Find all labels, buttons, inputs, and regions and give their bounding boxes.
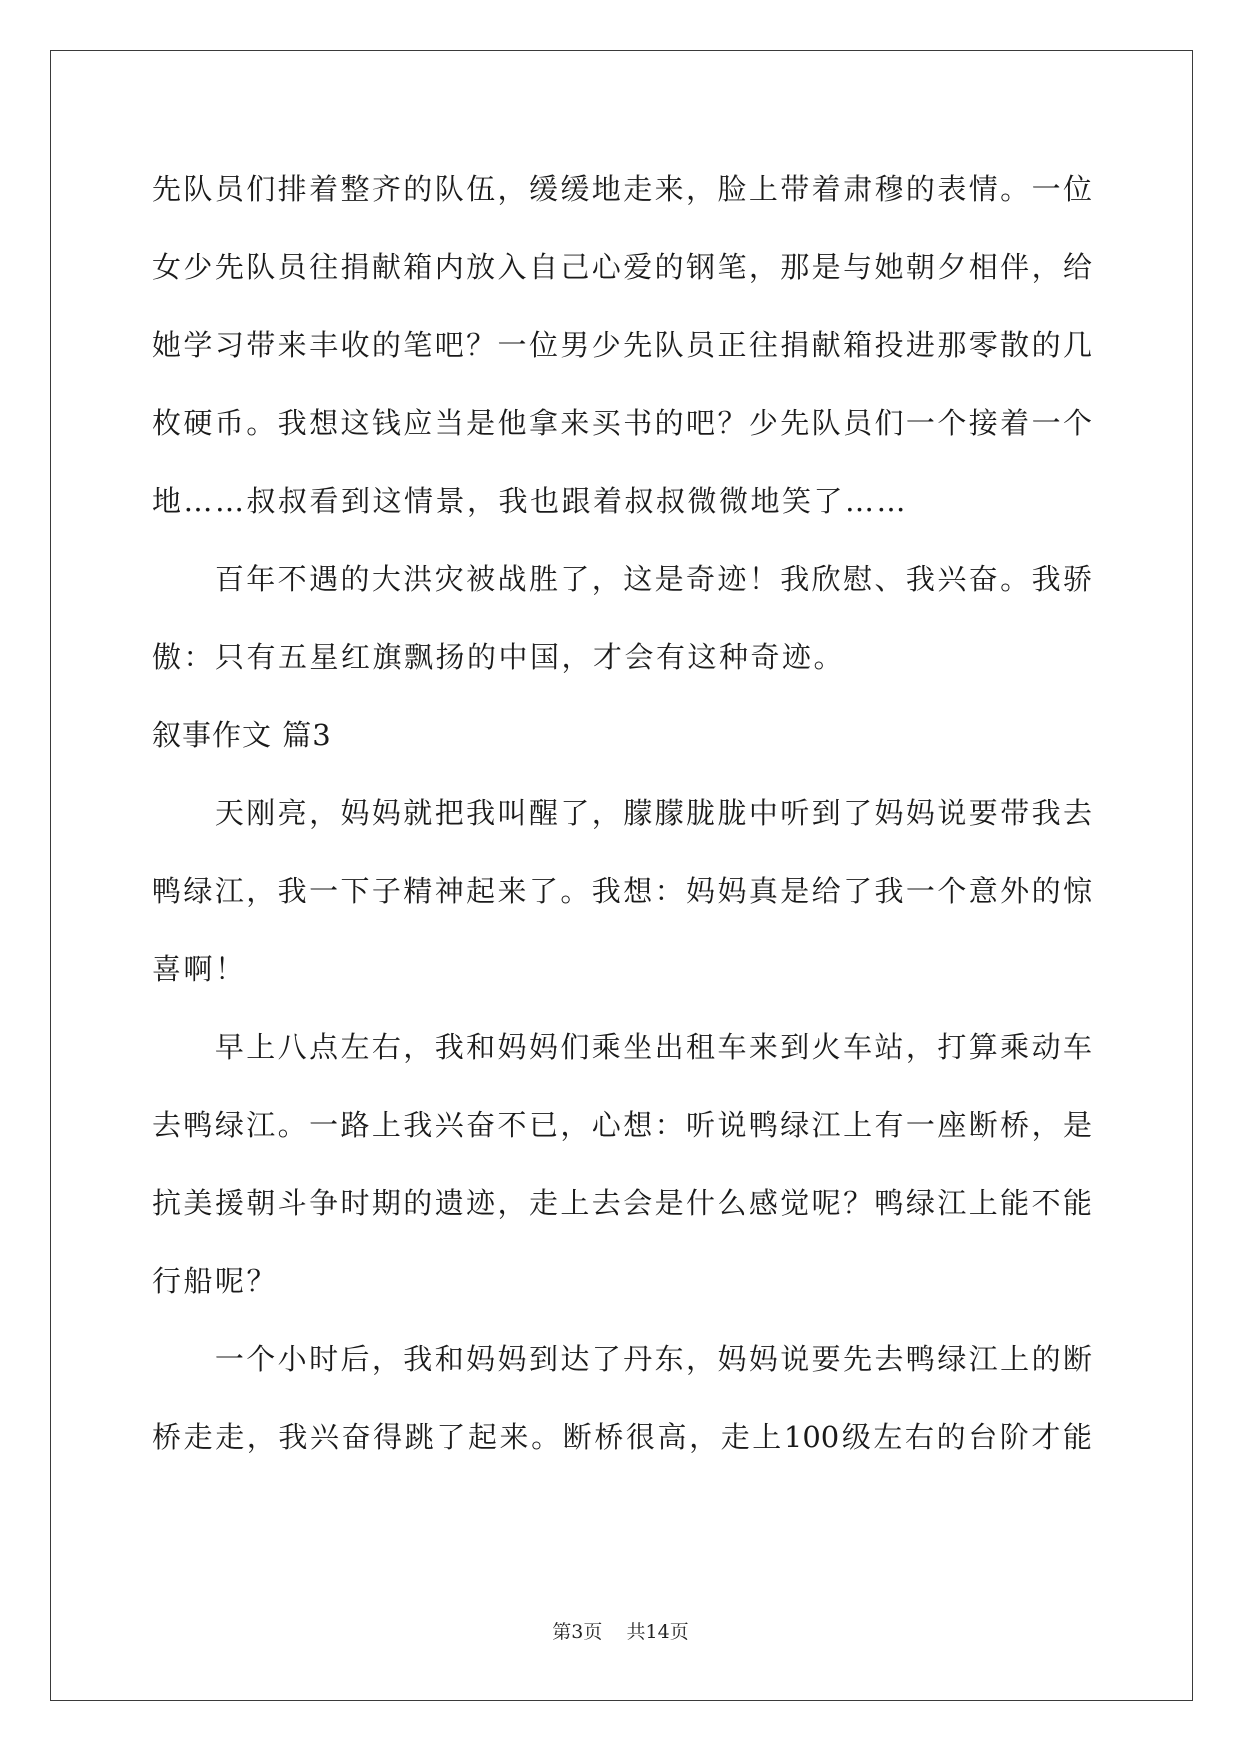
text-line: 她学习带来丰收的笔吧？一位男少先队员正往捐献箱投进那零散的几: [152, 328, 1092, 362]
page-footer: [0, 1620, 1241, 1644]
page-number: 第3页: [552, 1621, 603, 1643]
paragraph-start-line: 天刚亮，妈妈就把我叫醒了，朦朦胧胧中听到了妈妈说要带我去: [152, 796, 1092, 830]
text-line: 去鸭绿江。一路上我兴奋不已，心想：听说鸭绿江上有一座断桥，是: [152, 1108, 1092, 1142]
paragraph-start-line: 一个小时后，我和妈妈到达了丹东，妈妈说要先去鸭绿江上的断: [152, 1342, 1092, 1376]
text-line: 抗美援朝斗争时期的遗迹，走上去会是什么感觉呢？鸭绿江上能不能: [152, 1186, 1092, 1220]
text-line: 枚硬币。我想这钱应当是他拿来买书的吧？少先队员们一个接着一个: [152, 406, 1092, 440]
text-line: 鸭绿江，我一下子精神起来了。我想：妈妈真是给了我一个意外的惊: [152, 874, 1092, 908]
text-line: 先队员们排着整齐的队伍，缓缓地走来，脸上带着肃穆的表情。一位: [152, 172, 1092, 206]
text-line: 女少先队员往捐献箱内放入自己心爱的钢笔，那是与她朝夕相伴，给: [152, 250, 1092, 284]
paragraph-start-line: 早上八点左右，我和妈妈们乘坐出租车来到火车站，打算乘动车: [152, 1030, 1092, 1064]
page-total: 共14页: [626, 1621, 689, 1643]
section-heading: 叙事作文 篇3: [152, 718, 332, 752]
text-line: 行船呢？: [152, 1264, 279, 1298]
text-line: 地……叔叔看到这情景，我也跟着叔叔微微地笑了……: [152, 484, 909, 518]
paragraph-start-line: 百年不遇的大洪灾被战胜了，这是奇迹！我欣慰、我兴奋。我骄: [152, 562, 1092, 596]
text-line: 傲：只有五星红旗飘扬的中国，才会有这种奇迹。: [152, 640, 846, 674]
document-body: [152, 150, 1092, 1476]
text-line: 喜啊！: [152, 952, 247, 986]
text-line: 桥走走，我兴奋得跳了起来。断桥很高，走上100级左右的台阶才能: [152, 1420, 1092, 1454]
